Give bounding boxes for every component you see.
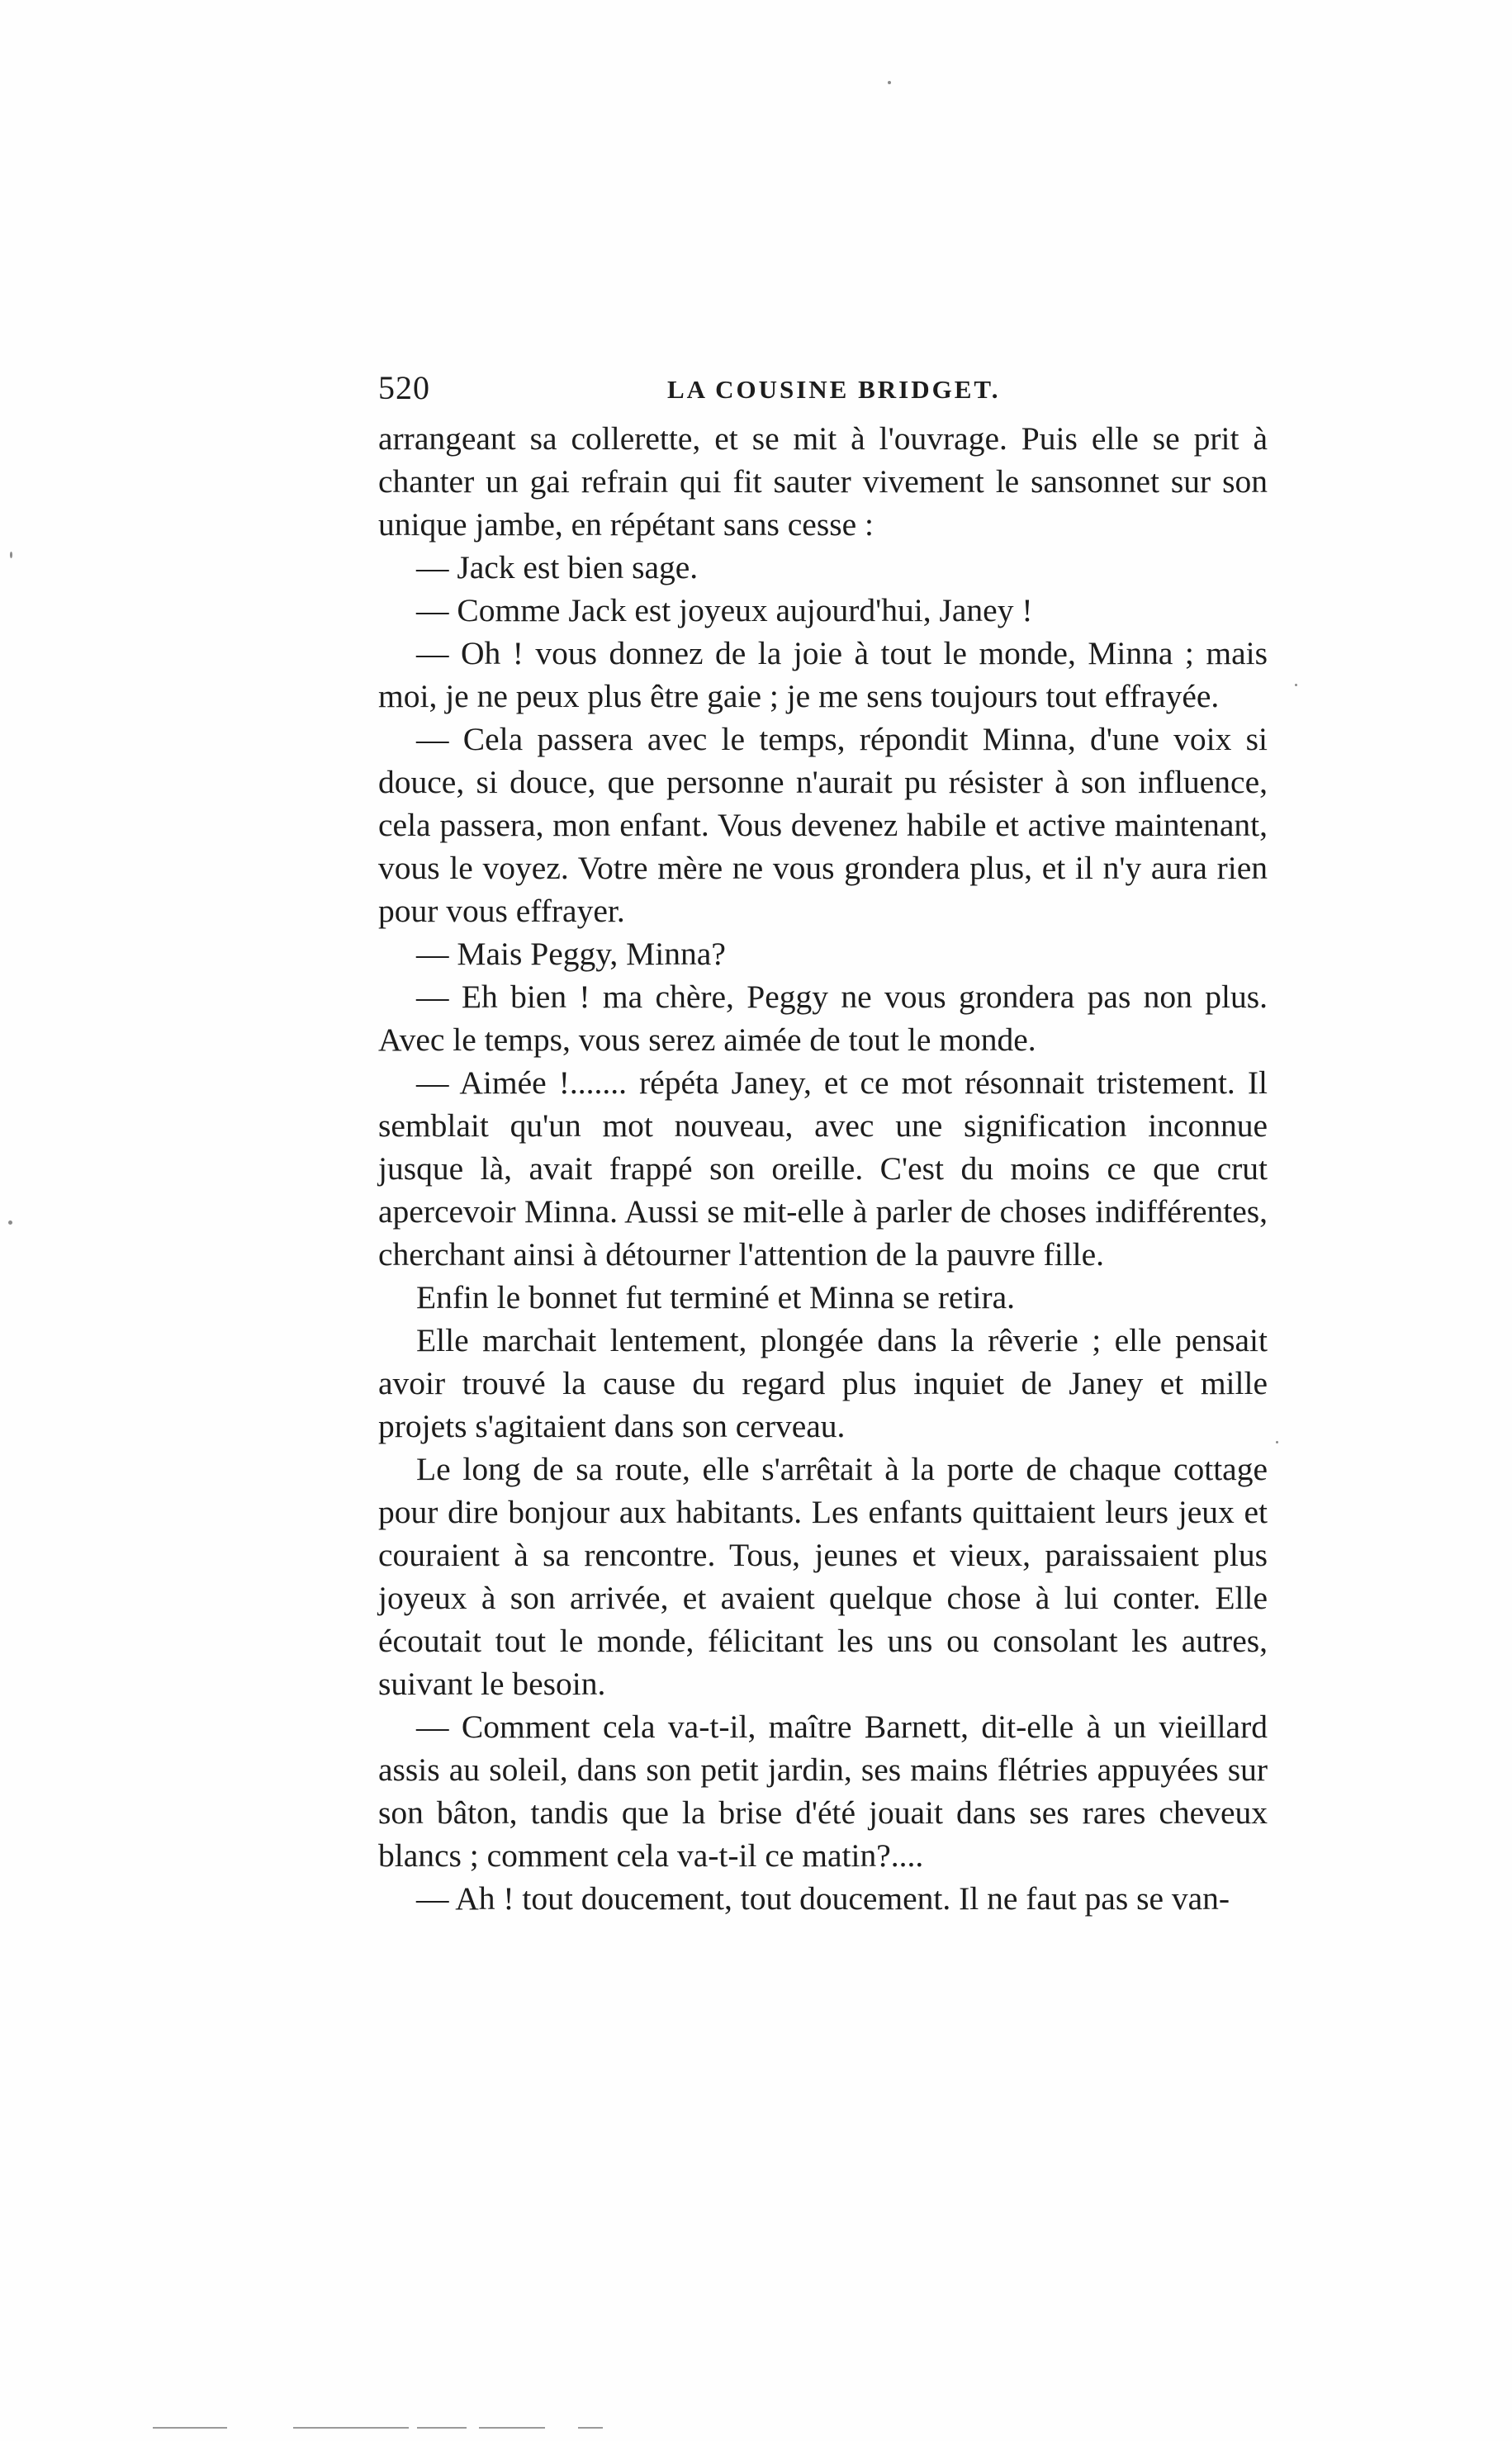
scan-rule [479,2427,545,2429]
scan-speck [888,81,891,84]
paragraph: arrangeant sa collerette, et se mit à l'ouvrage. Puis elle se prit à chanter un gai refrain qui fit sauter vivement le sansonnet sur son unique jambe, en répétant sans cesse : [378,420,1268,543]
paragraph: Enfin le bonnet fut terminé et Minna se retira. [416,1279,1016,1315]
paragraph: — Comment cela va-t-il, maître Barnett, dit-elle à un vieillard assis au soleil, dans son petit jardin, ses mains flétries appuyées sur son bâton, tandis que la brise d'été jouait dans ses rares cheveux blancs ; comment cela va-t-il ce matin?.... [378,1709,1268,1874]
scan-speck [1295,684,1297,686]
scan-rule [153,2427,227,2429]
paragraph: Le long de sa route, elle s'arrêtait à la porte de chaque cottage pour dire bonjour aux habitants. Les enfants quittaient leurs jeux et couraient à sa rencontre. Tous, jeunes et vieux, paraissaient plus joyeux à son arrivée, et avaient quelque chose à lui conter. Elle écoutait tout le monde, félicitant les uns ou consolant les autres, suivant le besoin. [378,1451,1268,1702]
scan-rule [417,2427,467,2429]
paragraph: — Mais Peggy, Minna? [416,936,726,972]
page-number: 520 [378,369,430,406]
page-header [378,368,1270,410]
scan-speck [10,552,12,558]
running-title: LA COUSINE BRIDGET. [667,375,1001,404]
scan-rule [578,2427,603,2429]
paragraph: Elle marchait lentement, plongée dans la rêverie ; elle pensait avoir trouvé la cause du regard plus inquiet de Janey et mille projets s'agitaient dans son cerveau. [378,1322,1268,1444]
scan-speck [8,1220,12,1225]
paragraph: — Ah ! tout doucement, tout doucement. Il ne faut pas se van- [416,1880,1230,1917]
scan-speck [1276,1441,1278,1443]
paragraph: — Aimée !....... répéta Janey, et ce mot résonnait tristement. Il semblait qu'un mot nouveau, avec une signification inconnue jusque là, avait frappé son oreille. C'est du moins ce que crut apercevoir Minna. Aussi se mit-elle à parler de choses indifférentes, cherchant ainsi à détourner l'attention de la pauvre fille. [378,1064,1268,1273]
paragraph: — Comme Jack est joyeux aujourd'hui, Janey ! [416,592,1033,628]
body-text [378,417,1268,1920]
paragraph: — Cela passera avec le temps, répondit Minna, d'une voix si douce, si douce, que personne n'aurait pu résister à son influence, cela passera, mon enfant. Vous devenez habile et active maintenant, vous le voyez. Votre mère ne vous grondera plus, et il n'y aura rien pour vous effrayer. [378,721,1268,929]
paragraph: — Eh bien ! ma chère, Peggy ne vous grondera pas non plus. Avec le temps, vous serez aimée de tout le monde. [378,979,1268,1058]
scan-rule [293,2427,409,2429]
paragraph: — Jack est bien sage. [416,549,699,585]
paragraph: — Oh ! vous donnez de la joie à tout le monde, Minna ; mais moi, je ne peux plus être gaie ; je me sens toujours tout effrayée. [378,635,1268,714]
